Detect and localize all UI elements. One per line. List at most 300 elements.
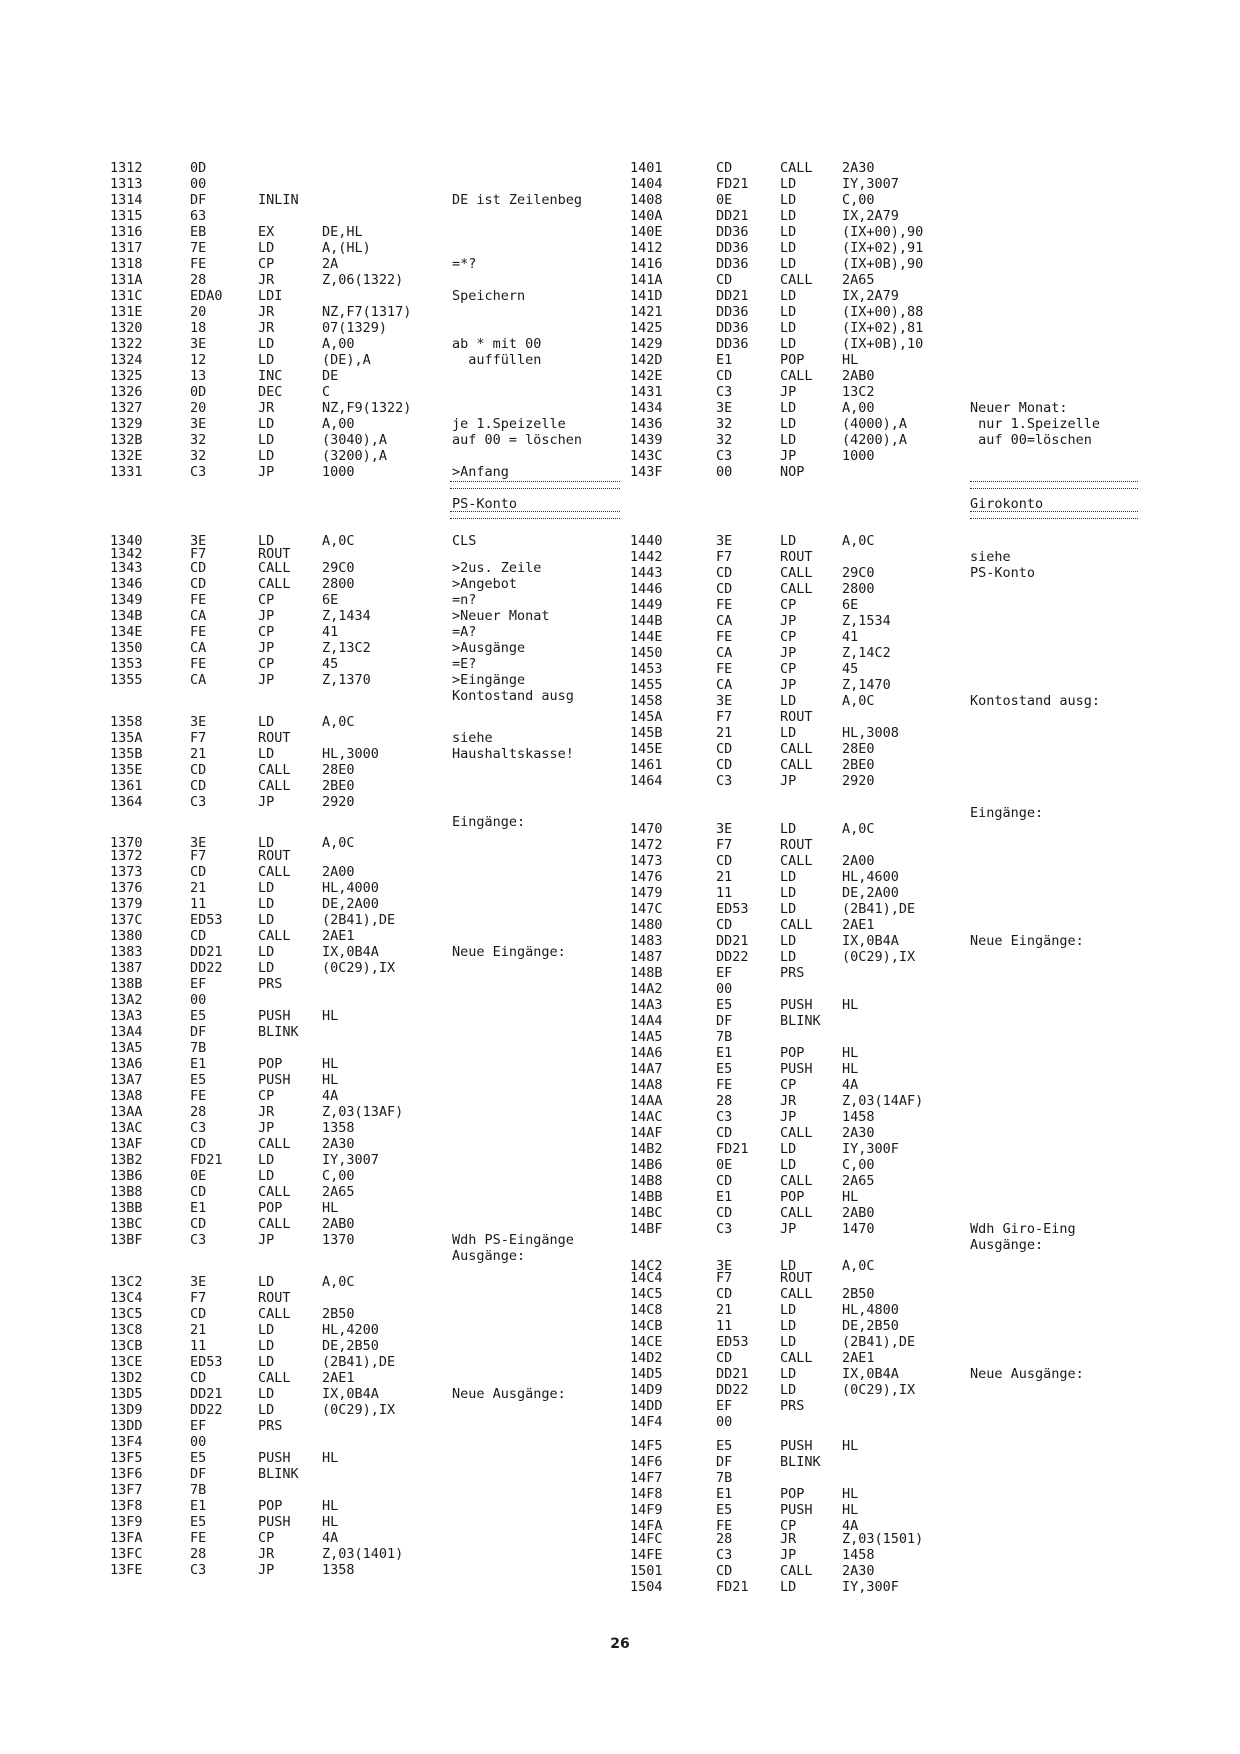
address-cell: 14D9 (630, 1382, 663, 1398)
hex-code-cell: 0E (716, 192, 733, 208)
hex-code-cell: 11 (716, 885, 733, 901)
address-cell: 145A (630, 709, 663, 725)
mnemonic-cell: ROUT (780, 709, 813, 725)
operand-cell: C,00 (842, 192, 875, 208)
comment-cell: CLS (452, 533, 477, 549)
operand-cell: Z,03(1501) (842, 1531, 924, 1547)
operand-cell: IX,0B4A (322, 944, 379, 960)
hex-code-cell: FE (190, 592, 207, 608)
address-cell: 1479 (630, 885, 663, 901)
address-cell: 14B2 (630, 1141, 663, 1157)
hex-code-cell: CD (716, 1286, 733, 1302)
address-cell: 13CE (110, 1354, 143, 1370)
hex-code-cell: CD (190, 1306, 207, 1322)
hex-code-cell: 32 (190, 448, 207, 464)
hex-code-cell: DD21 (190, 1386, 223, 1402)
hex-code-cell: ED53 (190, 1354, 223, 1370)
mnemonic-cell: CALL (258, 1216, 291, 1232)
operand-cell: 2AB0 (322, 1216, 355, 1232)
address-cell: 13C8 (110, 1322, 143, 1338)
address-cell: 135A (110, 730, 143, 746)
mnemonic-cell: JP (780, 773, 797, 789)
address-cell: 1312 (110, 160, 143, 176)
address-cell: 13AA (110, 1104, 143, 1120)
hex-code-cell: EF (190, 1418, 207, 1434)
address-cell: 13AF (110, 1136, 143, 1152)
operand-cell: IY,3007 (842, 176, 899, 192)
hex-code-cell: 21 (716, 869, 733, 885)
address-cell: 14D2 (630, 1350, 663, 1366)
mnemonic-cell: CP (258, 1530, 275, 1546)
operand-cell: A,0C (322, 1274, 355, 1290)
hex-code-cell: C3 (716, 773, 733, 789)
address-cell: 14F9 (630, 1502, 663, 1518)
hex-code-cell: FE (716, 597, 733, 613)
mnemonic-cell: JP (258, 640, 275, 656)
hex-code-cell: CD (190, 1370, 207, 1386)
operand-cell: HL (842, 1045, 859, 1061)
operand-cell: 6E (322, 592, 339, 608)
comment-cell: Kontostand ausg: (970, 693, 1101, 709)
comment-cell: auf 00 = löschen (452, 432, 583, 448)
hex-code-cell: 28 (716, 1093, 733, 1109)
hex-code-cell: C3 (716, 384, 733, 400)
hex-code-cell: F7 (716, 549, 733, 565)
address-cell: 1364 (110, 794, 143, 810)
address-cell: 1483 (630, 933, 663, 949)
hex-code-cell: CD (190, 778, 207, 794)
hex-code-cell: CA (716, 677, 733, 693)
address-cell: 1453 (630, 661, 663, 677)
address-cell: 1429 (630, 336, 663, 352)
mnemonic-cell: INLIN (258, 192, 299, 208)
hex-code-cell: CD (190, 560, 207, 576)
operand-cell: HL (842, 997, 859, 1013)
hex-code-cell: 3E (716, 693, 733, 709)
address-cell: 1340 (110, 533, 143, 549)
mnemonic-cell: LD (780, 1141, 797, 1157)
address-cell: 13A2 (110, 992, 143, 1008)
hex-code-cell: 3E (190, 835, 207, 851)
hex-code-cell: 7B (716, 1470, 733, 1486)
address-cell: 1350 (110, 640, 143, 656)
comment-cell: Neuer Monat: (970, 400, 1068, 416)
mnemonic-cell: CP (780, 1077, 797, 1093)
mnemonic-cell: PUSH (780, 1502, 813, 1518)
operand-cell: HL (322, 1056, 339, 1072)
address-cell: 1325 (110, 368, 143, 384)
mnemonic-cell: LDI (258, 288, 283, 304)
mnemonic-cell: BLINK (258, 1024, 299, 1040)
mnemonic-cell: POP (258, 1200, 283, 1216)
mnemonic-cell: JP (780, 645, 797, 661)
mnemonic-cell: PUSH (258, 1514, 291, 1530)
address-cell: 14C5 (630, 1286, 663, 1302)
hex-code-cell: E1 (190, 1056, 207, 1072)
address-cell: 13B2 (110, 1152, 143, 1168)
hex-code-cell: ED53 (716, 901, 749, 917)
mnemonic-cell: LD (780, 1318, 797, 1334)
comment-cell: >Anfang (452, 464, 509, 480)
operand-cell: A,00 (322, 416, 355, 432)
mnemonic-cell: LD (258, 1322, 275, 1338)
address-cell: 1370 (110, 835, 143, 851)
mnemonic-cell: JP (780, 1221, 797, 1237)
mnemonic-cell: LD (258, 880, 275, 896)
mnemonic-cell: POP (780, 1486, 805, 1502)
address-cell: 14AF (630, 1125, 663, 1141)
address-cell: 13C2 (110, 1274, 143, 1290)
operand-cell: HL (322, 1514, 339, 1530)
hex-code-cell: 28 (190, 1104, 207, 1120)
operand-cell: Z,03(14AF) (842, 1093, 924, 1109)
operand-cell: 1358 (322, 1120, 355, 1136)
address-cell: 141D (630, 288, 663, 304)
address-cell: 13A3 (110, 1008, 143, 1024)
operand-cell: DE,2B50 (322, 1338, 379, 1354)
operand-cell: HL,4000 (322, 880, 379, 896)
address-cell: 14F5 (630, 1438, 663, 1454)
address-cell: 13F9 (110, 1514, 143, 1530)
address-cell: 14F7 (630, 1470, 663, 1486)
address-cell: 1404 (630, 176, 663, 192)
mnemonic-cell: LD (780, 693, 797, 709)
address-cell: 14D5 (630, 1366, 663, 1382)
hex-code-cell: CD (190, 928, 207, 944)
mnemonic-cell: BLINK (258, 1466, 299, 1482)
mnemonic-cell: LD (780, 256, 797, 272)
hex-code-cell: 21 (190, 880, 207, 896)
operand-cell: (IX+0B),10 (842, 336, 924, 352)
address-cell: 1376 (110, 880, 143, 896)
mnemonic-cell: CALL (780, 1563, 813, 1579)
operand-cell: HL (842, 1061, 859, 1077)
operand-cell: (IX+00),88 (842, 304, 924, 320)
address-cell: 141A (630, 272, 663, 288)
mnemonic-cell: LD (780, 949, 797, 965)
operand-cell: 2A65 (842, 272, 875, 288)
mnemonic-cell: POP (780, 1045, 805, 1061)
mnemonic-cell: CALL (258, 560, 291, 576)
address-cell: 1361 (110, 778, 143, 794)
hex-code-cell: F7 (190, 1290, 207, 1306)
hex-code-cell: E5 (190, 1008, 207, 1024)
operand-cell: Z,14C2 (842, 645, 891, 661)
mnemonic-cell: JP (258, 464, 275, 480)
mnemonic-cell: CALL (258, 1136, 291, 1152)
comment-cell: auffüllen (452, 352, 542, 368)
mnemonic-cell: CP (780, 1518, 797, 1534)
operand-cell: DE,2B50 (842, 1318, 899, 1334)
address-cell: 14CB (630, 1318, 663, 1334)
mnemonic-cell: CALL (258, 1370, 291, 1386)
operand-cell: (2B41),DE (842, 901, 916, 917)
hex-code-cell: 00 (716, 1414, 733, 1430)
hex-code-cell: 28 (716, 1531, 733, 1547)
hex-code-cell: 63 (190, 208, 207, 224)
operand-cell: HL (322, 1072, 339, 1088)
address-cell: 14A7 (630, 1061, 663, 1077)
operand-cell: 2AB0 (842, 1205, 875, 1221)
comment-cell: Girokonto (970, 496, 1044, 512)
operand-cell: 07(1329) (322, 320, 388, 336)
address-cell: 1473 (630, 853, 663, 869)
hex-code-cell: CA (190, 640, 207, 656)
comment-cell: >Angebot (452, 576, 518, 592)
hex-code-cell: 11 (190, 896, 207, 912)
operand-cell: 2800 (842, 581, 875, 597)
mnemonic-cell: LD (258, 336, 275, 352)
mnemonic-cell: ROUT (780, 1270, 813, 1286)
comment-cell: PS-Konto (452, 496, 518, 512)
operand-cell: 4A (322, 1530, 339, 1546)
mnemonic-cell: LD (258, 1274, 275, 1290)
hex-code-cell: 0D (190, 160, 207, 176)
address-cell: 1379 (110, 896, 143, 912)
address-cell: 14A5 (630, 1029, 663, 1045)
operand-cell: (IX+00),90 (842, 224, 924, 240)
operand-cell: IY,300F (842, 1141, 899, 1157)
mnemonic-cell: PRS (780, 965, 805, 981)
address-cell: 1346 (110, 576, 143, 592)
hex-code-cell: F7 (716, 709, 733, 725)
operand-cell: C,00 (322, 1168, 355, 1184)
hex-code-cell: 32 (190, 432, 207, 448)
operand-cell: 2AE1 (842, 917, 875, 933)
operand-cell: HL,4800 (842, 1302, 899, 1318)
address-cell: 1314 (110, 192, 143, 208)
address-cell: 1343 (110, 560, 143, 576)
operand-cell: IX,0B4A (842, 1366, 899, 1382)
operand-cell: 2B50 (842, 1286, 875, 1302)
operand-cell: IY,300F (842, 1579, 899, 1595)
operand-cell: HL (842, 1438, 859, 1454)
hex-code-cell: CD (716, 1173, 733, 1189)
operand-cell: 28E0 (322, 762, 355, 778)
operand-cell: 41 (842, 629, 859, 645)
mnemonic-cell: CALL (780, 853, 813, 869)
hex-code-cell: 3E (716, 821, 733, 837)
address-cell: 14F6 (630, 1454, 663, 1470)
comment-cell: >Ausgänge (452, 640, 526, 656)
operand-cell: 2AE1 (842, 1350, 875, 1366)
address-cell: 1434 (630, 400, 663, 416)
mnemonic-cell: JP (258, 1120, 275, 1136)
hex-code-cell: C3 (190, 794, 207, 810)
hex-code-cell: 21 (716, 725, 733, 741)
comment-cell: Neue Ausgänge: (452, 1386, 566, 1402)
address-cell: 1501 (630, 1563, 663, 1579)
mnemonic-cell: BLINK (780, 1013, 821, 1029)
address-cell: 14FA (630, 1518, 663, 1534)
mnemonic-cell: INC (258, 368, 283, 384)
section-rule (970, 511, 1138, 519)
operand-cell: 1000 (322, 464, 355, 480)
hex-code-cell: E5 (190, 1514, 207, 1530)
hex-code-cell: C3 (190, 464, 207, 480)
operand-cell: 6E (842, 597, 859, 613)
operand-cell: A,0C (322, 835, 355, 851)
operand-cell: Z,13C2 (322, 640, 371, 656)
address-cell: 1431 (630, 384, 663, 400)
mnemonic-cell: CALL (780, 368, 813, 384)
operand-cell: 29C0 (322, 560, 355, 576)
mnemonic-cell: CALL (780, 272, 813, 288)
mnemonic-cell: LD (258, 1354, 275, 1370)
hex-code-cell: FE (190, 256, 207, 272)
hex-code-cell: E5 (716, 1438, 733, 1454)
hex-code-cell: C3 (716, 448, 733, 464)
hex-code-cell: CD (716, 853, 733, 869)
operand-cell: IX,2A79 (842, 208, 899, 224)
hex-code-cell: DF (190, 1024, 207, 1040)
operand-cell: 2AE1 (322, 928, 355, 944)
address-cell: 1331 (110, 464, 143, 480)
mnemonic-cell: LD (780, 192, 797, 208)
mnemonic-cell: LD (780, 320, 797, 336)
operand-cell: HL,3008 (842, 725, 899, 741)
mnemonic-cell: PUSH (780, 1061, 813, 1077)
operand-cell: HL (322, 1008, 339, 1024)
operand-cell: C (322, 384, 331, 400)
operand-cell: 1358 (322, 1562, 355, 1578)
hex-code-cell: CD (716, 368, 733, 384)
operand-cell: 2A65 (842, 1173, 875, 1189)
operand-cell: HL,4200 (322, 1322, 379, 1338)
hex-code-cell: CD (190, 576, 207, 592)
hex-code-cell: DD36 (716, 304, 749, 320)
hex-code-cell: E5 (716, 1502, 733, 1518)
mnemonic-cell: LD (258, 746, 275, 762)
comment-cell: Neue Eingänge: (452, 944, 566, 960)
hex-code-cell: DD36 (716, 256, 749, 272)
operand-cell: HL (842, 352, 859, 368)
hex-code-cell: C3 (190, 1120, 207, 1136)
mnemonic-cell: LD (780, 240, 797, 256)
operand-cell: (3040),A (322, 432, 388, 448)
address-cell: 132E (110, 448, 143, 464)
operand-cell: A,0C (842, 821, 875, 837)
hex-code-cell: F7 (716, 1270, 733, 1286)
address-cell: 14CE (630, 1334, 663, 1350)
address-cell: 14B8 (630, 1173, 663, 1189)
operand-cell: 2A30 (842, 1125, 875, 1141)
hex-code-cell: F7 (190, 546, 207, 562)
operand-cell: Z,1370 (322, 672, 371, 688)
mnemonic-cell: ROUT (258, 546, 291, 562)
mnemonic-cell: CALL (780, 581, 813, 597)
address-cell: 14F8 (630, 1486, 663, 1502)
operand-cell: 2A00 (322, 864, 355, 880)
hex-code-cell: 20 (190, 304, 207, 320)
address-cell: 1443 (630, 565, 663, 581)
mnemonic-cell: LD (780, 176, 797, 192)
hex-code-cell: F7 (716, 837, 733, 853)
operand-cell: (DE),A (322, 352, 371, 368)
operand-cell: Z,1534 (842, 613, 891, 629)
operand-cell: Z,1434 (322, 608, 371, 624)
mnemonic-cell: LD (258, 1386, 275, 1402)
hex-code-cell: 7B (190, 1482, 207, 1498)
section-rule (450, 511, 620, 519)
mnemonic-cell: CALL (258, 1184, 291, 1200)
hex-code-cell: E1 (716, 1045, 733, 1061)
comment-cell: Ausgänge: (970, 1237, 1044, 1253)
mnemonic-cell: POP (780, 352, 805, 368)
address-cell: 14C2 (630, 1258, 663, 1274)
operand-cell: 2A30 (842, 1563, 875, 1579)
comment-cell: >Neuer Monat (452, 608, 550, 624)
hex-code-cell: DD36 (716, 224, 749, 240)
hex-code-cell: FD21 (716, 1141, 749, 1157)
hex-code-cell: ED53 (190, 912, 223, 928)
operand-cell: (4200),A (842, 432, 908, 448)
address-cell: 144B (630, 613, 663, 629)
hex-code-cell: 3E (716, 400, 733, 416)
mnemonic-cell: JR (780, 1093, 797, 1109)
operand-cell: HL (322, 1450, 339, 1466)
mnemonic-cell: LD (780, 416, 797, 432)
operand-cell: A,0C (322, 714, 355, 730)
address-cell: 140A (630, 208, 663, 224)
address-cell: 13C4 (110, 1290, 143, 1306)
address-cell: 138B (110, 976, 143, 992)
operand-cell: 45 (322, 656, 339, 672)
address-cell: 1349 (110, 592, 143, 608)
address-cell: 1416 (630, 256, 663, 272)
address-cell: 1442 (630, 549, 663, 565)
address-cell: 1470 (630, 821, 663, 837)
hex-code-cell: FD21 (190, 1152, 223, 1168)
operand-cell: 2920 (842, 773, 875, 789)
mnemonic-cell: CP (258, 624, 275, 640)
comment-cell: =A? (452, 624, 477, 640)
mnemonic-cell: CALL (780, 1173, 813, 1189)
address-cell: 1458 (630, 693, 663, 709)
operand-cell: 2AE1 (322, 1370, 355, 1386)
operand-cell: 2AB0 (842, 368, 875, 384)
mnemonic-cell: JR (780, 1531, 797, 1547)
hex-code-cell: 0D (190, 384, 207, 400)
operand-cell: A,0C (322, 533, 355, 549)
hex-code-cell: FE (716, 661, 733, 677)
mnemonic-cell: LD (780, 1579, 797, 1595)
mnemonic-cell: CALL (258, 864, 291, 880)
hex-code-cell: 18 (190, 320, 207, 336)
operand-cell: (2B41),DE (322, 1354, 396, 1370)
mnemonic-cell: CALL (780, 160, 813, 176)
operand-cell: (2B41),DE (842, 1334, 916, 1350)
page-number: 26 (610, 1636, 630, 1652)
hex-code-cell: ED53 (716, 1334, 749, 1350)
address-cell: 1387 (110, 960, 143, 976)
hex-code-cell: FD21 (716, 176, 749, 192)
address-cell: 143F (630, 464, 663, 480)
operand-cell: HL (322, 1200, 339, 1216)
comment-cell: siehe (970, 549, 1011, 565)
mnemonic-cell: LD (258, 533, 275, 549)
hex-code-cell: 21 (716, 1302, 733, 1318)
operand-cell: (0C29),IX (322, 1402, 396, 1418)
hex-code-cell: 3E (190, 336, 207, 352)
hex-code-cell: C3 (716, 1547, 733, 1563)
mnemonic-cell: JR (258, 1104, 275, 1120)
mnemonic-cell: JR (258, 272, 275, 288)
address-cell: 134B (110, 608, 143, 624)
operand-cell: IX,0B4A (842, 933, 899, 949)
address-cell: 13F6 (110, 1466, 143, 1482)
operand-cell: HL,3000 (322, 746, 379, 762)
